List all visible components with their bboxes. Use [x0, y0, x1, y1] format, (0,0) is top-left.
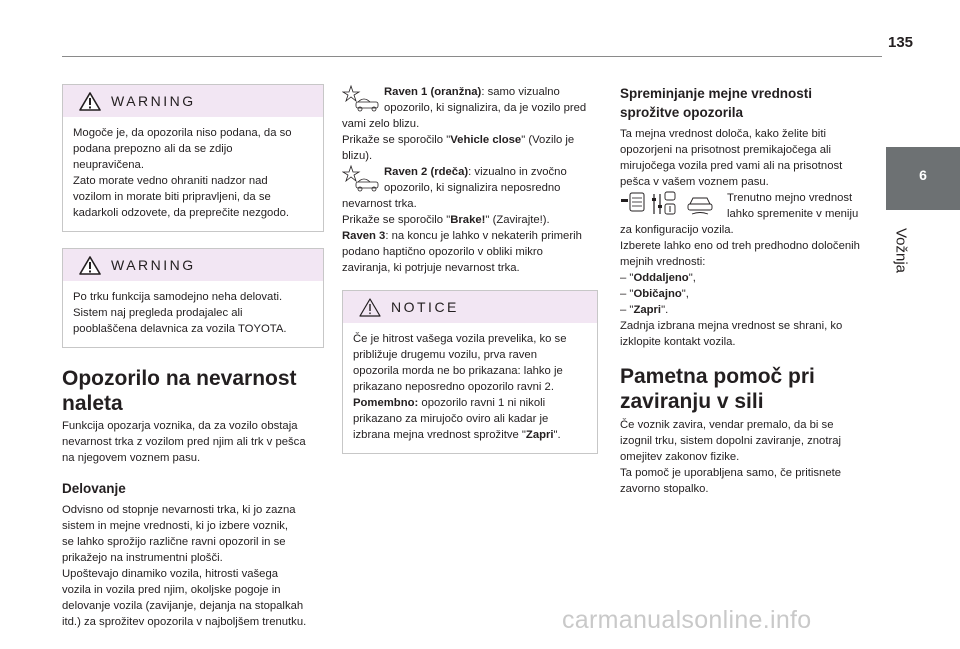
- level-3-paragraph: [342, 228, 598, 276]
- text-line: nevarnost trka z vozilom pred njim ali trk v pešca: [62, 436, 306, 448]
- text-line: Izberete lahko eno od treh predhodno določenih: [620, 240, 860, 252]
- text-line: opozorila morda ne bo prikazana: lahko je: [353, 365, 563, 377]
- text-line: izklopite kontakt vozila.: [620, 336, 736, 348]
- warning-title: WARNING: [111, 257, 196, 273]
- text-line: zaviranja, ki potrjuje nevarnost trka.: [342, 262, 520, 274]
- notice-text: [343, 323, 597, 453]
- intro-paragraph: [62, 418, 324, 466]
- text-line: lahko spremenite v meniju: [727, 208, 859, 220]
- heading-line: sprožitve opozorila: [620, 105, 744, 120]
- warning-header: [63, 85, 323, 117]
- text-part: " (Zavirajte!).: [485, 214, 550, 226]
- text-line: mejnih vrednosti:: [620, 256, 706, 268]
- text-line: Ta pomoč je uporabljena samo, če pritisnete: [620, 467, 842, 479]
- text-line: približuje drugemu vozilu, prva raven: [353, 349, 537, 361]
- text-line: pooblaščena delavnica za vozila TOYOTA.: [73, 323, 287, 335]
- level-label: Raven 3: [342, 230, 386, 242]
- heading-line: Opozorilo na nevarnost: [62, 367, 297, 390]
- text-line: delovanje vozila (zavijanje, dejanja na stopalkah: [62, 600, 304, 612]
- subheading: Delovanje: [62, 481, 126, 496]
- section-heading: [620, 84, 874, 122]
- option-text: Zapri: [633, 304, 662, 316]
- text-line: Trenutno mejno vrednost: [727, 192, 853, 204]
- warning-triangle-icon: [79, 92, 101, 111]
- warning-box-2: [62, 248, 324, 348]
- warning-triangle-icon: [79, 256, 101, 275]
- text-line: se lahko sprožijo različne ravni opozoril in se: [62, 536, 286, 548]
- text-line: vami zelo blizu.: [342, 118, 420, 130]
- intro-paragraph: [620, 126, 874, 190]
- level-1-paragraph: [342, 84, 598, 164]
- level-label: Raven 1 (oranžna): [384, 86, 482, 98]
- settings-menu-icons: [620, 190, 724, 218]
- text-line: Upoštevajo dinamiko vozila, hitrosti vašega: [62, 568, 279, 580]
- collision-alert-icon: [342, 164, 382, 194]
- section-heading: [62, 366, 324, 416]
- text-line: prikažejo na instrumentni plošči.: [62, 552, 223, 564]
- text-line: vozilom in morate biti pripravljeni, da se: [73, 191, 271, 203]
- text-line: na njegovem voznem pasu.: [62, 452, 201, 464]
- dash: –: [620, 304, 627, 316]
- dash: –: [620, 272, 627, 284]
- text-line: Če voznik zavira, vendar premalo, da bi se: [620, 419, 834, 431]
- heading-line: Spreminjanje mejne vrednosti: [620, 86, 813, 101]
- page-number: 135: [888, 34, 914, 51]
- level-label: Raven 2 (rdeča): [384, 166, 469, 178]
- important-label: Pomembno:: [353, 397, 419, 409]
- text-part: Prikaže se sporočilo ": [342, 214, 451, 226]
- text-line: podana prepozno ali da se zdijo: [73, 143, 233, 155]
- text-line: sistem in mejne vrednosti, ki jo izbere voznik,: [62, 520, 289, 532]
- notice-title: NOTICE: [391, 299, 459, 315]
- text-line: Funkcija opozarja voznika, da za vozilo obstaja: [62, 420, 298, 432]
- chapter-name: Vožnja: [892, 227, 910, 274]
- text-line: Zato morate vedno ohraniti nadzor nad: [73, 175, 268, 187]
- chapter-number: 6: [919, 167, 927, 183]
- option-text: Oddaljeno: [633, 272, 689, 284]
- level-text: : vizualno in zvočno: [468, 166, 567, 178]
- list-item: – "Običajno",: [620, 288, 689, 300]
- text-line: Če je hitrost vašega vozila prevelika, ko se: [353, 333, 567, 345]
- body-paragraph: [62, 502, 324, 630]
- text-line: izognil trku, sistem dopolni zaviranje, znotraj: [620, 435, 842, 447]
- text-line: Zadnja izbrana mejna vrednost se shrani, ko: [620, 320, 843, 332]
- text-line: omejitev zakonov fizike.: [620, 451, 740, 463]
- level-2-paragraph: [342, 164, 598, 228]
- heading-line: zaviranju v sili: [620, 390, 764, 413]
- text-line: blizu).: [342, 150, 373, 162]
- text-line: nevarnost trka.: [342, 198, 417, 210]
- text-line: mirujočega vozila pred vami ali na prisotnost: [620, 160, 843, 172]
- notice-header: [343, 291, 597, 323]
- dash: –: [620, 288, 627, 300]
- text-line: itd.) za sprožitev opozorila v najboljšem trenutku.: [62, 616, 307, 628]
- message-text: Vehicle close: [450, 134, 522, 146]
- heading-line: Pametna pomoč pri: [620, 365, 815, 388]
- column-2: [342, 84, 598, 454]
- option-text: Zapri: [525, 429, 554, 441]
- warning-box-1: [62, 84, 324, 232]
- text-line: za konfiguracijo vozila.: [620, 224, 734, 236]
- text-line: zavorno stopalko.: [620, 483, 709, 495]
- message-text: Brake!: [450, 214, 486, 226]
- text-line: prikazano neposredno opozorilo ravni 2.: [353, 381, 554, 393]
- text-line: neupravičena.: [73, 159, 144, 171]
- warning-header: [63, 249, 323, 281]
- text-line: opozorilo, ki signalizira neposredno: [384, 182, 561, 194]
- warning-text: [63, 281, 323, 347]
- column-3: [620, 84, 874, 497]
- notice-triangle-icon: [359, 298, 381, 317]
- chapter-tab: [886, 147, 960, 210]
- list-item: – "Zapri".: [620, 304, 669, 316]
- option-text: Običajno: [633, 288, 682, 300]
- text-line: prikazano za mirujočo oviro ali kadar je: [353, 413, 549, 425]
- text-part: izbrana mejna vrednost sprožitve ": [353, 429, 526, 441]
- notice-box: [342, 290, 598, 454]
- heading-line: naleta: [62, 392, 123, 415]
- text-line: Mogoče je, da opozorila niso podana, da so: [73, 127, 292, 139]
- options-paragraph: [620, 222, 874, 350]
- text-line: pešca v vašem voznem pasu.: [620, 176, 769, 188]
- text-line: podano haptično opozorilo v obliki mikro: [342, 246, 543, 258]
- text-line: opozorilo, ki signalizira, da je vozilo pred: [384, 102, 587, 114]
- text-line: Sistem naj pregleda prodajalec ali: [73, 307, 243, 319]
- level-text: : na koncu je lahko v nekaterih primerih: [385, 230, 582, 242]
- menu-icons-row: [620, 190, 874, 222]
- header-rule: [62, 56, 882, 57]
- text-line: kadarkoli odzovete, da preprečite nezgodo.: [73, 207, 290, 219]
- text-part: Prikaže se sporočilo ": [342, 134, 451, 146]
- collision-alert-icon: [342, 84, 382, 114]
- text-line: opozorjeni na prisotnost premikajočega ali: [620, 144, 831, 156]
- text-line: Po trku funkcija samodejno neha delovati.: [73, 291, 283, 303]
- text-line: vozila in vozila pred njim, okoljske pogoje in: [62, 584, 281, 596]
- section-heading: [620, 364, 874, 414]
- level-text: : samo vizualno: [481, 86, 560, 98]
- text-part: ".: [553, 429, 561, 441]
- column-1: [62, 84, 324, 630]
- warning-text: [63, 117, 323, 231]
- list-item: – "Oddaljeno",: [620, 272, 696, 284]
- text-part: " (Vozilo je: [521, 134, 575, 146]
- warning-title: WARNING: [111, 93, 196, 109]
- text-line: Ta mejna vrednost določa, kako želite biti: [620, 128, 826, 140]
- body-paragraph: [620, 417, 874, 497]
- text-part: opozorilo ravni 1 ni nikoli: [418, 397, 546, 409]
- text-line: Odvisno od stopnje nevarnosti trka, ki jo zazna: [62, 504, 296, 516]
- watermark-text: carmanualsonline.info: [562, 606, 812, 634]
- chapter-label: [888, 218, 914, 288]
